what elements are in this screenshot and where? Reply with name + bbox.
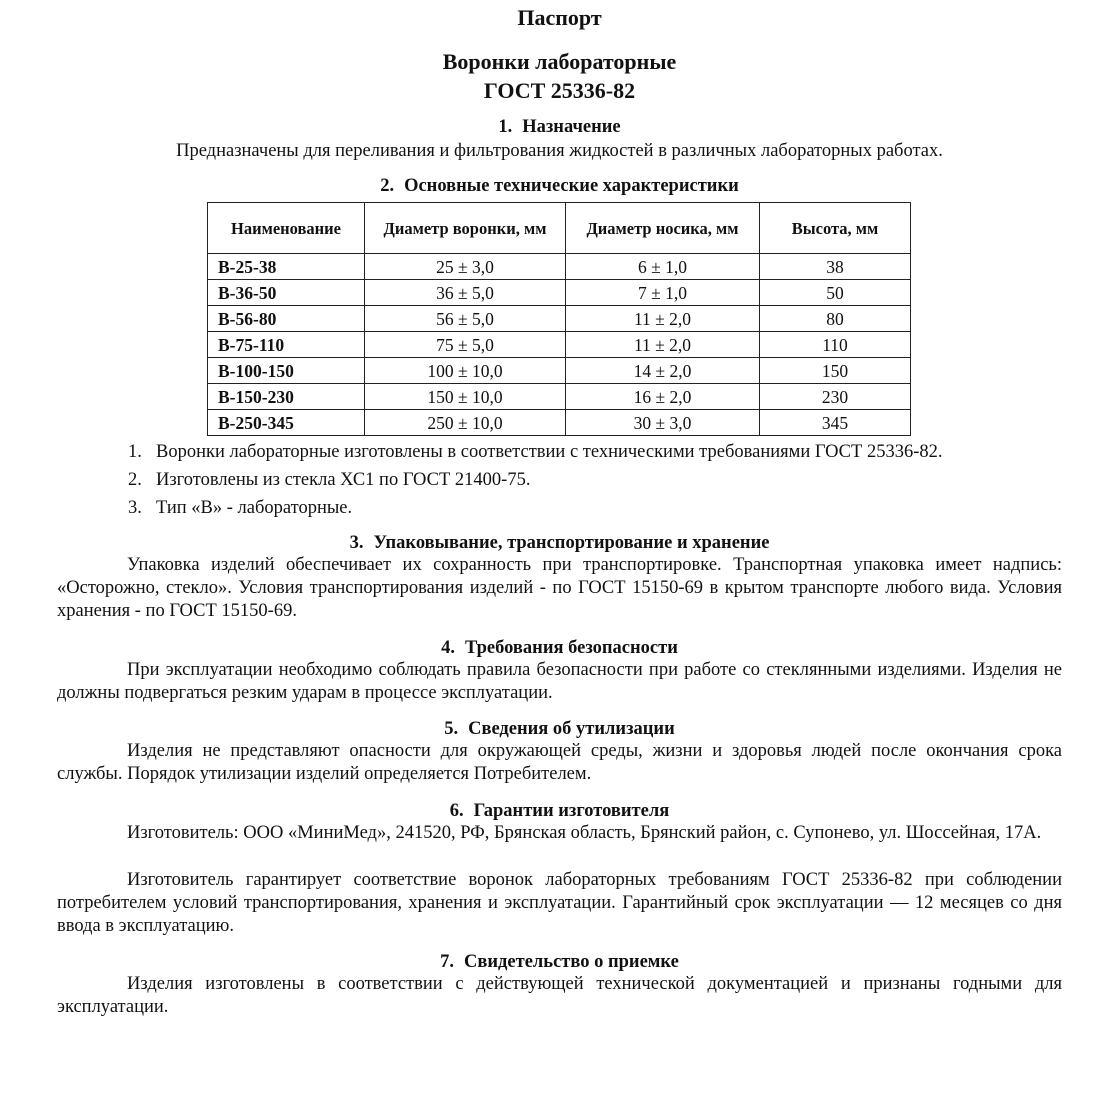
column-header-spout-diameter: Диаметр носика, мм (566, 203, 760, 254)
table-row: В-56-80 56 ± 5,0 11 ± 2,0 80 (208, 306, 911, 332)
table-row: В-25-38 25 ± 3,0 6 ± 1,0 38 (208, 254, 911, 280)
section-1-text: Предназначены для переливания и фильтрования жидкостей в различных лабораторных работах. (176, 141, 943, 161)
product-name: Воронки лабораторные (442, 49, 677, 74)
section-5-heading: 5. Сведения об утилизации (444, 719, 675, 739)
section-7-heading: 7. Свидетельство о приемке (440, 952, 679, 972)
column-header-funnel-diameter: Диаметр воронки, мм (365, 203, 566, 254)
section-1-heading: 1. Назначение (498, 117, 621, 137)
table-row: В-150-230 150 ± 10,0 16 ± 2,0 230 (208, 384, 911, 410)
table-row: В-250-345 250 ± 10,0 30 ± 3,0 345 (208, 410, 911, 436)
section-3-heading: 3. Упаковывание, транспортирование и хранение (349, 533, 770, 553)
table-row: В-100-150 100 ± 10,0 14 ± 2,0 150 (208, 358, 911, 384)
table-row: В-75-110 75 ± 5,0 11 ± 2,0 110 (208, 332, 911, 358)
section-6-warranty-text: Изготовитель гарантирует соответствие воронок лабораторных требованиям ГОСТ 25336-82 при соблюдении потребителем условий транспортирования, хранения и эксплуатации. Гарантийный срок эксплуатации — 12 месяцев со дня ввода в эксплуатацию. (57, 870, 1062, 936)
section-4-text: При эксплуатации необходимо соблюдать правила безопасности при работе со стеклянными изделиями. Изделия не должны подвергаться резким ударам в процессе эксплуатации. (57, 660, 1062, 703)
section-3-text: Упаковка изделий обеспечивает их сохранность при транспортировке. Транспортная упаковка имеет надпись: «Осторожно, стекло». Условия транспортирования изделий - по ГОСТ 15150-69 в крытом транспорте любого вида. Условия хранения - по ГОСТ 15150-69. (57, 555, 1062, 621)
table-row: В-36-50 36 ± 5,0 7 ± 1,0 50 (208, 280, 911, 306)
column-header-name: Наименование (208, 203, 365, 254)
document-subtitle (57, 47, 1062, 105)
section-6-heading: 6. Гарантии изготовителя (449, 801, 670, 821)
specifications-table (207, 202, 911, 436)
table-header-row (208, 203, 911, 254)
gost-standard: ГОСТ 25336-82 (483, 78, 636, 103)
note-item: 3. Тип «В» - лабораторные. (128, 498, 353, 518)
section-7-text: Изделия изготовлены в соответствии с действующей технической документацией и признаны годными для эксплуатации. (57, 974, 1062, 1017)
column-header-height: Высота, мм (760, 203, 911, 254)
notes-list (57, 438, 1062, 522)
section-4-heading: 4. Требования безопасности (441, 638, 678, 658)
document-title: Паспорт (517, 5, 602, 30)
note-item: 1. Воронки лабораторные изготовлены в соответствии с техническими требованиями ГОСТ 25336-82. (128, 442, 943, 462)
note-item: 2. Изготовлены из стекла ХС1 по ГОСТ 21400-75. (128, 470, 531, 490)
section-6-manufacturer-address: Изготовитель: ООО «МиниМед», 241520, РФ, Брянская область, Брянский район, с. Супонево, ул. Шоссейная, 17А. (127, 823, 1042, 843)
section-2-heading: 2. Основные технические характеристики (380, 176, 739, 196)
section-5-text: Изделия не представляют опасности для окружающей среды, жизни и здоровья людей после окончания срока службы. Порядок утилизации изделий определяется Потребителем. (57, 741, 1062, 784)
